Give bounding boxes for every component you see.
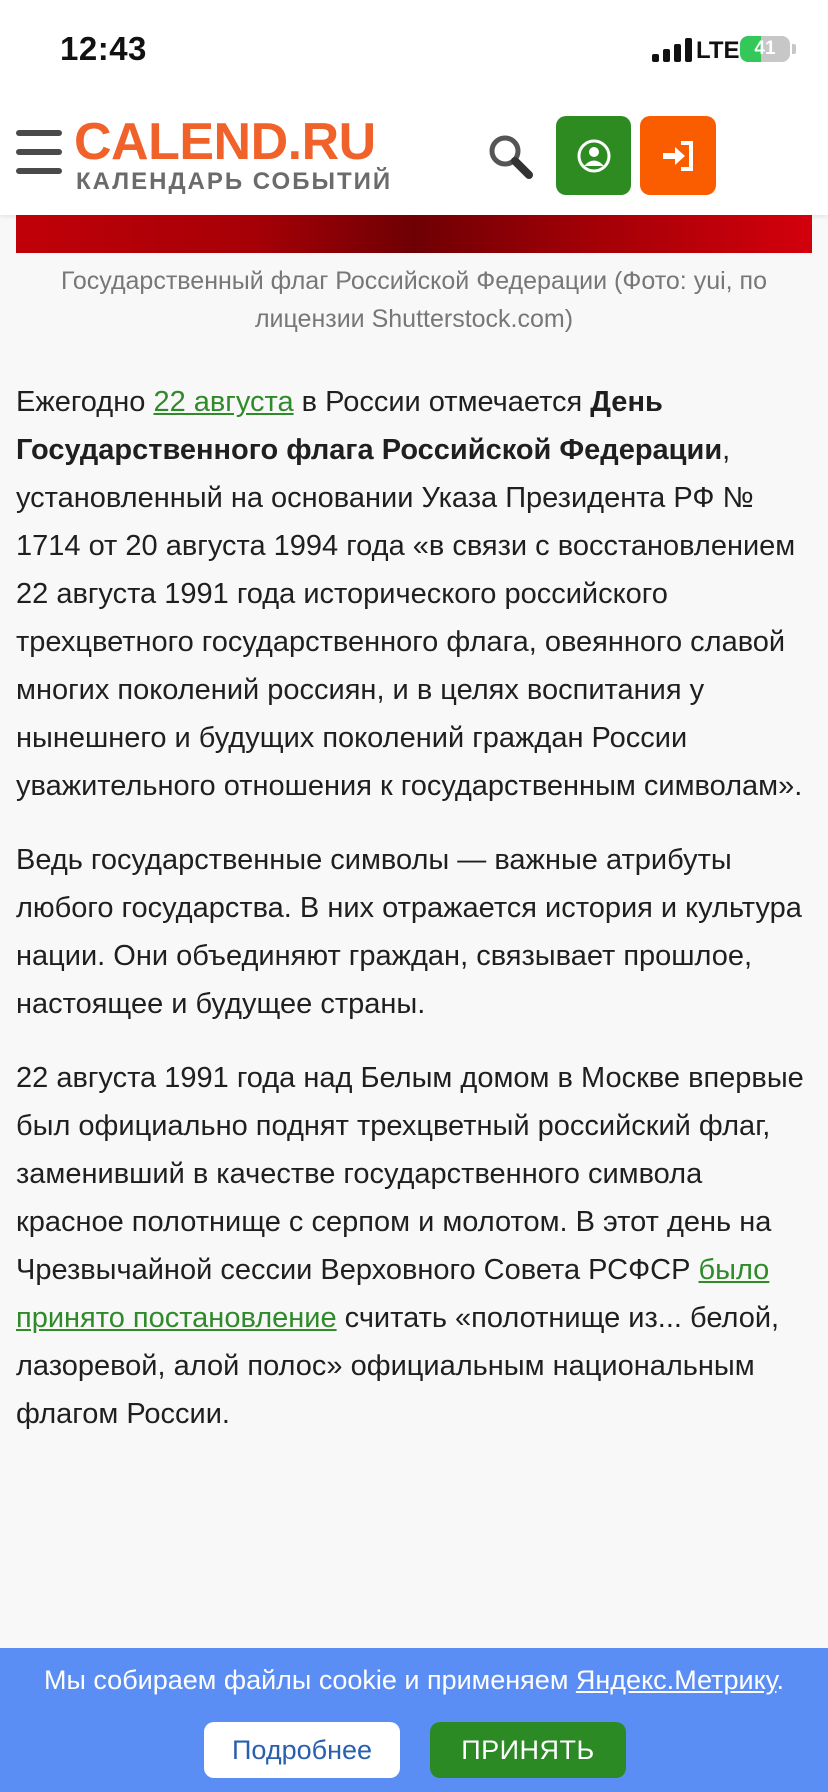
more-button[interactable]: Подробнее <box>204 1722 400 1778</box>
holiday-name: День Государственного флага Российской Федерации <box>16 386 723 466</box>
battery-icon <box>740 36 790 62</box>
cookie-message-end: . <box>776 1665 784 1695</box>
paragraph-text: 22 августа 1991 года над Белым домом в Москве впервые был официально поднят трехцветный российский флаг, заменивший в качестве государственного символа красное полотнище с серпом и молотом. В этот день на Чрезвычайной сессии Верховного Совета РСФСР <box>16 1062 804 1286</box>
network-type: LTE <box>696 37 740 64</box>
cookie-message: Мы собираем файлы cookie и применяем <box>43 1665 576 1695</box>
flag-photo <box>16 215 812 253</box>
cookie-banner <box>0 1648 828 1792</box>
yandex-metrika-link[interactable]: Яндекс.Метрику <box>575 1665 777 1695</box>
paragraph-text: в России отмечается <box>293 386 591 418</box>
signal-icon <box>652 38 692 62</box>
user-icon <box>577 139 611 173</box>
login-icon <box>661 141 695 171</box>
battery-tip <box>792 44 796 54</box>
status-time: 12:43 <box>60 30 147 67</box>
site-header <box>0 100 828 215</box>
article-paragraph-3 <box>16 1054 816 1438</box>
logo-subtitle[interactable]: КАЛЕНДАРЬ СОБЫТИЙ <box>76 168 393 195</box>
battery-percent: 41 <box>754 38 776 59</box>
login-button[interactable] <box>640 116 716 195</box>
accept-button[interactable]: ПРИНЯТЬ <box>430 1722 626 1778</box>
status-bar <box>0 0 828 100</box>
resolution-link[interactable]: было принято постановление <box>16 1254 770 1334</box>
article-paragraph-2: Ведь государственные символы — важные атрибуты любого государства. В них отражается история и культура нации. Они объединяют граждан, связывает прошлое, настоящее и будущее страны. <box>16 844 802 1020</box>
logo-title[interactable]: CALEND.RU <box>74 113 376 171</box>
photo-caption: Государственный флаг Российской Федерации (Фото: yui, по лицензии Shutterstock.com) <box>61 267 767 333</box>
search-icon[interactable] <box>484 130 536 182</box>
article-paragraph-1 <box>16 378 816 810</box>
user-button[interactable] <box>556 116 631 195</box>
cookie-text <box>0 1662 828 1698</box>
paragraph-text: считать «полотнище из... белой, лазоревой, алой полос» официальным национальным флагом России. <box>16 1302 780 1430</box>
paragraph-text: , установленный на основании Указа Президента РФ № 1714 от 20 августа 1994 года «в связи с восстановлением 22 августа 1991 года исторического российского трехцветного государственного флага, овеянного славой многих поколений россиян, и в целях воспитания у нынешнего и будущих поколений граждан России уважительного отношения к государственным символам». <box>16 434 803 802</box>
paragraph-text: Ежегодно <box>16 386 154 418</box>
date-link[interactable]: 22 августа <box>153 386 294 418</box>
article-body <box>16 378 816 1464</box>
menu-icon[interactable] <box>16 130 62 174</box>
